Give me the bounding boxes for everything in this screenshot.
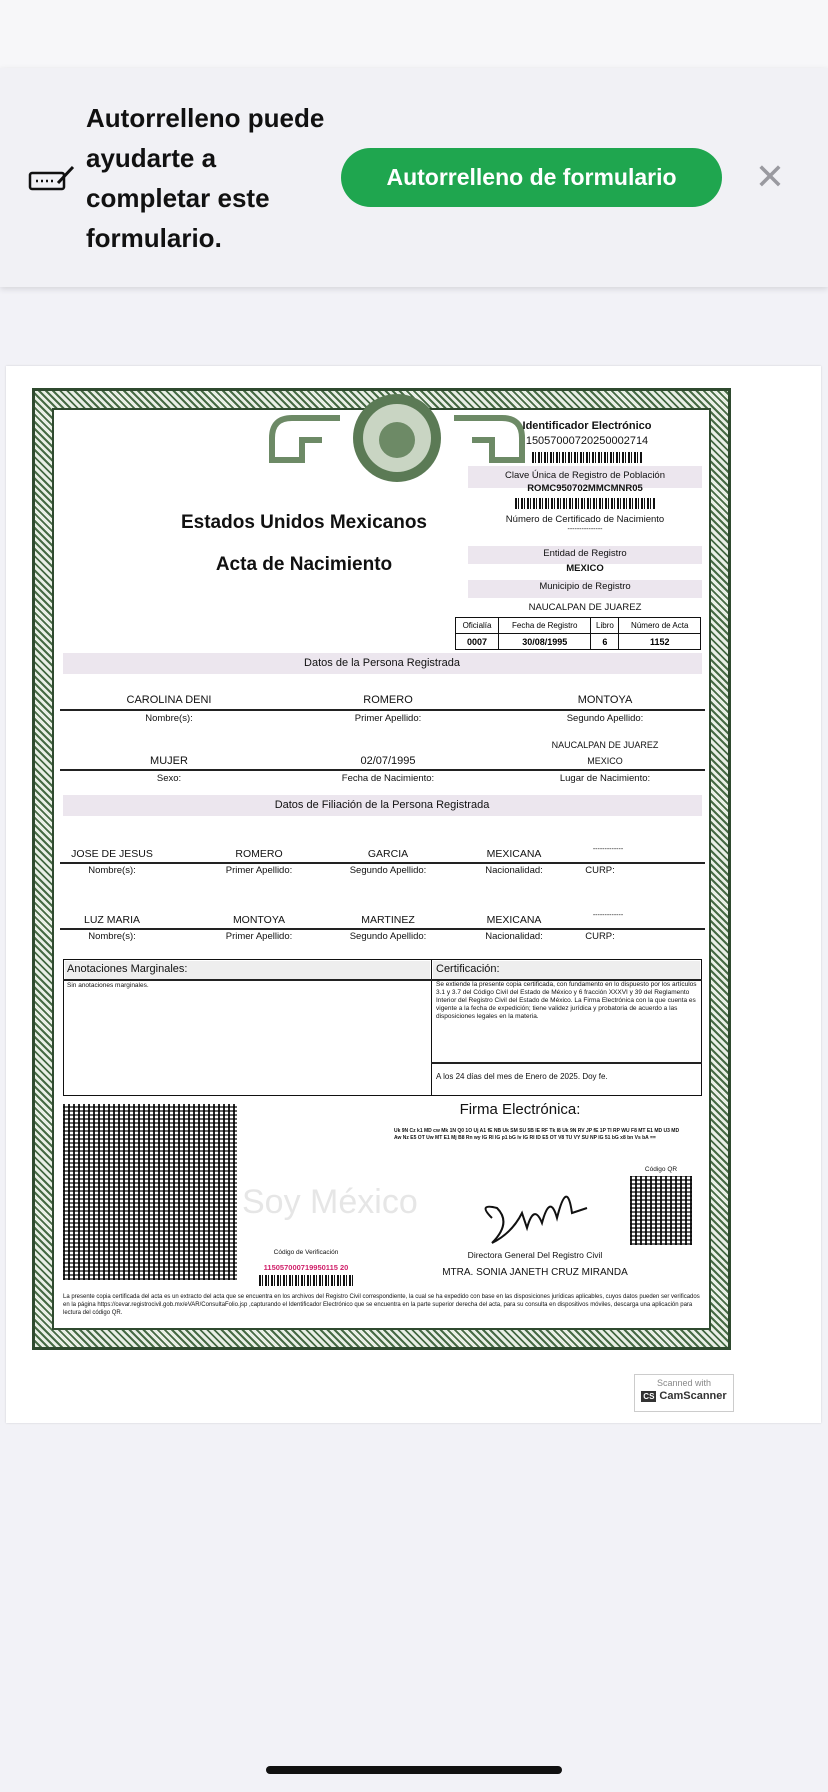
person-fecha-nacimiento: 02/07/1995 [360, 755, 416, 767]
oficialia-value: 0007 [456, 634, 499, 650]
autofill-message: Autorrelleno puede ayudarte a completar este formulario. [86, 103, 325, 253]
primer-apellido-label: Primer Apellido: [354, 713, 422, 724]
scanned-with-label: Scanned with [656, 1378, 712, 1388]
mother-curp: ------------- [592, 912, 624, 919]
greek-key-ornament-right [452, 410, 532, 470]
libro-value: 6 [591, 634, 619, 650]
person-nombre: CAROLINA DENI [126, 694, 212, 706]
fecha-registro-value: 30/08/1995 [499, 634, 591, 650]
municipio-value: NAUCALPAN DE JUAREZ [528, 602, 642, 613]
country-heading: Estados Unidos Mexicanos [180, 512, 428, 533]
fecha-expedicion: A los 24 días del mes de Enero de 2025. Doy fe. [436, 1072, 608, 1081]
nacionalidad-label: Nacionalidad: [485, 865, 543, 876]
table-header-row [456, 618, 701, 634]
status-bar [0, 0, 828, 68]
id-barcode [532, 452, 642, 463]
municipio-label: Municipio de Registro [539, 581, 631, 592]
curp-label: CURP: [585, 931, 615, 942]
signature-image [472, 1173, 597, 1248]
table-header: Oficialía [456, 618, 499, 634]
mother-segundo-apellido: MARTINEZ [361, 914, 415, 926]
birth-municipio: NAUCALPAN DE JUAREZ [551, 740, 659, 750]
curp-barcode [515, 498, 655, 509]
signer-name: MTRA. SONIA JANETH CRUZ MIRANDA [442, 1267, 628, 1278]
autofill-pen-icon [28, 163, 76, 193]
verification-code: 115057000719950115 20 [263, 1263, 349, 1272]
father-curp: ------------- [592, 846, 624, 853]
verification-code-label: Código de Verificación [273, 1249, 339, 1256]
birth-certificate [32, 388, 731, 1350]
document-title: Acta de Nacimiento [215, 554, 393, 575]
table-header: Libro [591, 618, 619, 634]
curp-value: ROMC950702MMCMNR05 [527, 483, 643, 494]
certificate-number-label: Número de Certificado de Nacimiento [505, 514, 665, 525]
camscanner-badge [634, 1374, 734, 1412]
filiation-section-heading: Datos de Filiación de la Persona Registrada [274, 799, 490, 811]
certificacion-label: Certificación: [436, 963, 500, 975]
numero-acta-value: 1152 [619, 634, 701, 650]
firma-electronica-label: Firma Electrónica: [459, 1101, 581, 1118]
father-segundo-apellido: GARCIA [367, 848, 409, 860]
segundo-apellido-label: Segundo Apellido: [349, 865, 427, 876]
firma-electronica-code: Uk 9N Cz k1 MD cw Mk 1N Q0 1O Uj A1 fE NB Uk SM SU 5B IE RF Tk I8 Uk 9N RV JP fE 1P Tl RP WU F8 MT E1 MD U3 MD Aw Nz E5 OT Uw MT E1 Mj B8 Rn wy IG RI IG p1 bG lv IG RI ID E5 OT V8 TU VY SU NP IG 51 bG x8 bn Vs bA == [394, 1128, 680, 1141]
curp-label: Clave Única de Registro de Población [504, 470, 666, 481]
divider [60, 769, 705, 771]
person-primer-apellido: ROMERO [363, 694, 413, 706]
verification-qr-code [63, 1104, 237, 1280]
mother-primer-apellido: MONTOYA [232, 914, 286, 926]
nombre-label: Nombre(s): [145, 713, 193, 724]
id-label: Identificador Electrónico [522, 420, 652, 432]
greek-key-ornament-left [262, 410, 342, 470]
close-icon[interactable]: ✕ [754, 156, 786, 197]
table-header: Fecha de Registro [499, 618, 591, 634]
birth-estado: MEXICO [587, 756, 623, 766]
mexico-coat-of-arms-icon [348, 392, 446, 484]
fecha-nacimiento-label: Fecha de Nacimiento: [341, 773, 435, 784]
primer-apellido-label: Primer Apellido: [225, 931, 293, 942]
anotaciones-label: Anotaciones Marginales: [67, 963, 188, 975]
nacionalidad-label: Nacionalidad: [485, 931, 543, 942]
entidad-label: Entidad de Registro [543, 548, 627, 559]
camscanner-logo-icon: CS [643, 1391, 655, 1401]
person-section-heading: Datos de la Persona Registrada [304, 657, 460, 669]
lugar-nacimiento-label: Lugar de Nacimiento: [559, 773, 651, 784]
father-primer-apellido: ROMERO [235, 848, 283, 860]
registry-table [455, 617, 701, 650]
mother-nombre: LUZ MARIA [83, 914, 141, 926]
table-header: Número de Acta [619, 618, 701, 634]
anotaciones-value: Sin anotaciones marginales. [67, 982, 149, 989]
father-nombre: JOSE DE JESUS [71, 848, 153, 860]
home-indicator[interactable] [266, 1766, 562, 1774]
person-sexo: MUJER [150, 755, 188, 767]
nombre-label: Nombre(s): [88, 931, 136, 942]
small-qr-code [630, 1176, 692, 1245]
certificacion-text: Se extiende la presente copia certificada, con fundamento en lo dispuesto por los artículos 3.1 y 3.7 del Código Civil del Estado de México y 6 fracción XXXVI y 39 del Reglamento Interior del Registro Civil del Estado de México. La Firma Electrónica con la que cuenta es vigente a la fecha de expedición; tiene validez jurídica y probatoria de acuerdo a las disposiciones legales en la materia. [436, 981, 697, 1020]
mother-nacionalidad: MEXICANA [486, 914, 542, 926]
segundo-apellido-label: Segundo Apellido: [566, 713, 644, 724]
table-row [456, 634, 701, 650]
soy-mexico-watermark: Soy México [242, 1183, 418, 1221]
legal-footer: La presente copia certificada del acta es un extracto del acta que se encuentra en los archivos del Registro Civil correspondiente, la cual se ha expedido con base en las disposiciones jurídicas aplicables, cuyos datos pueden ser verificados en la página https://cevar.registrocivil.gob.mx/eVAR/ConsultaFolio.jsp ,capturando el Identificador Electrónico que se encuentra en la parte superior derecha del acta, para su consulta en dispositivos móviles, descarga una aplicación para lectura del código QR. [63, 1294, 700, 1316]
entidad-value: MEXICO [566, 563, 604, 574]
father-nacionalidad: MEXICANA [486, 848, 542, 860]
divider [60, 709, 705, 711]
nombre-label: Nombre(s): [88, 865, 136, 876]
qr-label: Código QR [644, 1166, 678, 1173]
certificate-number-value: --------------- [567, 526, 603, 533]
sexo-label: Sexo: [156, 773, 182, 784]
primer-apellido-label: Primer Apellido: [225, 865, 293, 876]
divider [60, 862, 705, 864]
verification-barcode [259, 1275, 354, 1286]
signer-title: Directora General Del Registro Civil [467, 1250, 603, 1260]
segundo-apellido-label: Segundo Apellido: [349, 931, 427, 942]
camscanner-brand: CamScanner [659, 1390, 727, 1402]
person-segundo-apellido: MONTOYA [577, 694, 633, 706]
autofill-form-button[interactable]: Autorrelleno de formulario [341, 148, 722, 207]
id-value: 15057000720250002714 [525, 435, 649, 447]
divider [431, 1062, 702, 1064]
curp-label: CURP: [585, 865, 615, 876]
autofill-banner [0, 68, 828, 287]
divider [60, 928, 705, 930]
